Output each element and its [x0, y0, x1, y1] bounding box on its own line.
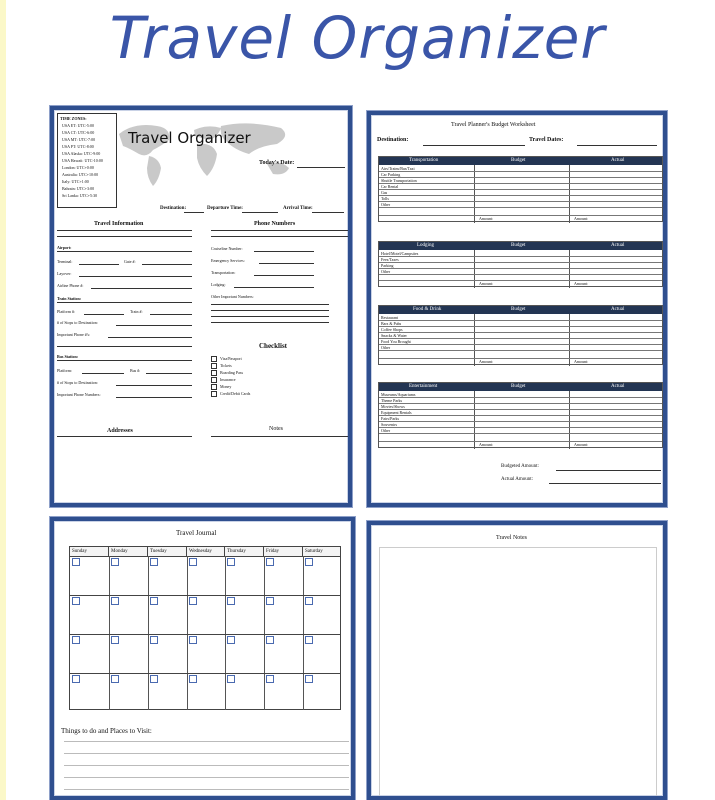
- calendar-day-box[interactable]: [305, 558, 313, 566]
- checklist-item[interactable]: [211, 390, 250, 397]
- amount-label: Amount:: [479, 359, 494, 364]
- food-drink-header: [379, 306, 662, 314]
- calendar-day-box[interactable]: [111, 558, 119, 566]
- budget-row-label: Snacks & Water: [381, 333, 407, 338]
- actual-column-header: Actual: [611, 307, 625, 312]
- budget-row-label: Shuttle Transportation: [381, 178, 417, 183]
- terminal-label: Terminal:: [57, 259, 73, 264]
- time-zone-item: Sri Lanka: UTC+5:30: [62, 193, 98, 198]
- budget-row-label: Bars & Pubs: [381, 321, 402, 326]
- checklist-item[interactable]: [211, 369, 250, 376]
- gate-label: Gate #:: [124, 259, 136, 264]
- calendar-day-box[interactable]: [72, 558, 80, 566]
- budget-row-label: Movies/Shows: [381, 404, 405, 409]
- calendar-day-header: Friday: [264, 547, 303, 556]
- time-zones-box: [57, 113, 117, 208]
- calendar-day-header: Sunday: [70, 547, 109, 556]
- amount-label: Amount:: [574, 281, 589, 286]
- checklist-item-label: Insurance: [220, 377, 236, 383]
- budget-column-header: Budget: [511, 307, 526, 312]
- checklist-item-label: Boarding Pass: [220, 370, 243, 376]
- world-map-image: [109, 116, 309, 190]
- calendar-day-box[interactable]: [150, 675, 158, 683]
- calendar-day-box[interactable]: [227, 558, 235, 566]
- train-platform-label: Platform #:: [57, 309, 76, 314]
- train-number-label: Train #:: [130, 309, 143, 314]
- checklist-item-label: Tickets: [220, 363, 232, 369]
- time-zone-item: Australia: UTC+10:00: [62, 172, 99, 177]
- checklist-item[interactable]: [211, 383, 250, 390]
- food-drink-section: [378, 305, 663, 365]
- budget-row-label: Other: [381, 428, 391, 433]
- budget-row-label: Theme Parks: [381, 398, 402, 403]
- phone-item: Emergency Services:: [211, 258, 245, 263]
- calendar-day-header: Monday: [109, 547, 148, 556]
- page1-title: Travel Organizer: [128, 129, 251, 147]
- calendar-day-header: Tuesday: [148, 547, 187, 556]
- section-title: Lodging: [417, 243, 434, 248]
- things-to-do-label: Things to do and Places to Visit:: [61, 727, 152, 735]
- notes-heading: Notes: [269, 426, 283, 432]
- time-zone-item: USA PT: UTC-8:00: [62, 144, 94, 149]
- checklist-item[interactable]: [211, 376, 250, 383]
- calendar-day-box[interactable]: [72, 636, 80, 644]
- transportation-header: [379, 157, 662, 165]
- budget-row-label: Car Rental: [381, 184, 399, 189]
- calendar-day-header: Saturday: [305, 549, 323, 554]
- budget-row-label: Other: [381, 345, 391, 350]
- train-station-label: Train Station:: [57, 296, 82, 301]
- important-phone-label: Important Phone #'s:: [57, 332, 91, 337]
- airport-label: Airport:: [57, 245, 72, 250]
- calendar-day-box[interactable]: [150, 558, 158, 566]
- calendar-day-box[interactable]: [189, 597, 197, 605]
- checkbox[interactable]: [211, 391, 217, 397]
- budget-row-label: Other: [381, 269, 391, 274]
- amount-label: Amount:: [479, 442, 494, 447]
- todays-date-label: Today's Date:: [259, 160, 295, 166]
- budget-column-header: Budget: [511, 384, 526, 389]
- actual-column-header: Actual: [611, 384, 625, 389]
- calendar-day-box[interactable]: [305, 636, 313, 644]
- budget-row-label: Fees/Taxes: [381, 257, 399, 262]
- amount-label: Amount:: [574, 216, 589, 221]
- time-zone-item: USA Hawaii: UTC-10:00: [62, 158, 103, 163]
- travel-notes-page: [367, 521, 667, 800]
- calendar-day-box[interactable]: [189, 675, 197, 683]
- time-zones-list: [58, 122, 116, 199]
- phone-item: Other Important Numbers:: [211, 294, 254, 299]
- calendar-day-box[interactable]: [266, 636, 274, 644]
- time-zone-item: USA MT: UTC-7:00: [62, 137, 96, 142]
- budget-row-label: Museums/Aquariums: [381, 392, 416, 397]
- amount-label: Amount:: [479, 281, 494, 286]
- section-title: Transportation: [409, 158, 439, 163]
- travel-organizer-page: [50, 106, 352, 507]
- destination-label: Destination:: [160, 206, 187, 211]
- budget-row-label: Airs/Trains/Bus/Taxi: [381, 166, 415, 171]
- calendar-day-box[interactable]: [150, 636, 158, 644]
- checklist-heading: Checklist: [259, 342, 287, 350]
- train-stops-label: # of Stops to Destination:: [57, 320, 98, 325]
- checklist-item[interactable]: [211, 362, 250, 369]
- time-zone-item: USA CT: UTC-6:00: [62, 130, 95, 135]
- budget-worksheet-title: Travel Planner's Budget Worksheet: [451, 122, 536, 128]
- budget-row-label: Tolls: [381, 196, 389, 201]
- time-zone-item: Bahrain: UTC+3:00: [62, 186, 95, 191]
- budget-row-label: Gas: [381, 190, 388, 195]
- calendar-grid: [69, 546, 341, 710]
- calendar-day-box[interactable]: [266, 675, 274, 683]
- page-edge-strip: [0, 0, 6, 800]
- actual-amount-label: Actual Amount:: [501, 477, 534, 482]
- section-title: Food & Drink: [413, 307, 442, 312]
- budget-destination-label: Destination:: [377, 137, 409, 143]
- main-title: Travel Organizer: [109, 4, 606, 72]
- checklist-item-label: Money: [220, 384, 232, 390]
- airline-phone-label: Airline Phone #:: [57, 283, 84, 288]
- calendar-day-box[interactable]: [189, 558, 197, 566]
- budget-worksheet-page: [367, 111, 667, 507]
- budget-row-label: Souvenirs: [381, 422, 397, 427]
- lodging-header: [379, 242, 662, 250]
- time-zone-item: London: UTC+0:00: [62, 165, 94, 170]
- budget-row-label: Restaurant: [381, 315, 399, 320]
- calendar-day-box[interactable]: [111, 675, 119, 683]
- travel-information-heading: Travel Information: [94, 221, 144, 227]
- calendar-day-box[interactable]: [111, 636, 119, 644]
- budget-row-label: Car Parking: [381, 172, 401, 177]
- notes-area[interactable]: [379, 547, 657, 799]
- calendar-day-box[interactable]: [266, 597, 274, 605]
- calendar-day-box[interactable]: [150, 597, 158, 605]
- actual-column-header: Actual: [611, 158, 625, 163]
- entertainment-header: [379, 383, 662, 391]
- calendar-day-header: Wednesday: [187, 547, 225, 556]
- calendar-day-box[interactable]: [111, 597, 119, 605]
- bus-station-label: Bus Station:: [57, 354, 79, 359]
- arrival-time-label: Arrival Time:: [283, 206, 313, 211]
- calendar-day-box[interactable]: [72, 597, 80, 605]
- calendar-day-box[interactable]: [266, 558, 274, 566]
- amount-label: Amount:: [574, 359, 589, 364]
- budget-row-label: Food You Brought: [381, 339, 411, 344]
- calendar-day-box[interactable]: [189, 636, 197, 644]
- entertainment-section: [378, 382, 663, 448]
- budget-row-label: Coffee Shops: [381, 327, 403, 332]
- budget-column-header: Budget: [511, 158, 526, 163]
- time-zone-item: USA Alaska: UTC-9:00: [62, 151, 101, 156]
- calendar-day-box[interactable]: [305, 597, 313, 605]
- budget-row-label: Other: [381, 202, 391, 207]
- bus-stops-label: # of Stops to Destination:: [57, 380, 98, 385]
- budget-row-label: Fairs/Parks: [381, 416, 399, 421]
- addresses-heading: Addresses: [107, 428, 133, 434]
- calendar-day-header: Thursday: [225, 547, 264, 556]
- phone-item: Lodging:: [211, 282, 226, 287]
- checklist-item-label: Credit/Debit Cards: [220, 391, 251, 397]
- amount-label: Amount:: [574, 442, 589, 447]
- budget-row-label: Parking: [381, 263, 394, 268]
- important-phone-numbers-label: Important Phone Numbers:: [57, 392, 101, 397]
- bus-platform-label: Platform:: [57, 368, 73, 373]
- phone-numbers-heading: Phone Numbers: [254, 221, 296, 227]
- time-zone-item: Italy: UTC+1:00: [62, 179, 89, 184]
- section-title: Entertainment: [409, 384, 438, 389]
- checklist-item-label: Visa/Passport: [220, 356, 242, 361]
- time-zone-item: USA ET: UTC-5:00: [62, 123, 95, 128]
- budget-row-label: Hotel/Motel/Campsites: [381, 251, 419, 256]
- travel-notes-title: Travel Notes: [496, 535, 527, 541]
- time-zones-title: TIME ZONES:: [60, 116, 87, 121]
- calendar-day-box[interactable]: [227, 597, 235, 605]
- phone-item: Transportation:: [211, 270, 236, 275]
- calendar-day-box[interactable]: [227, 636, 235, 644]
- checklist: [211, 355, 250, 397]
- checklist-item[interactable]: [211, 355, 250, 362]
- bus-number-label: Bus #:: [130, 368, 141, 373]
- travel-journal-page: [50, 517, 355, 800]
- budgeted-amount-label: Budgeted Amount:: [501, 464, 539, 469]
- layover-label: Layover:: [57, 271, 72, 276]
- lodging-section: [378, 241, 663, 287]
- travel-journal-title: Travel Journal: [176, 529, 217, 537]
- actual-column-header: Actual: [611, 243, 625, 248]
- departure-time-label: Departure Time:: [207, 206, 243, 211]
- transportation-section: [378, 156, 663, 222]
- phone-item: Cruiseline Number:: [211, 246, 243, 251]
- calendar-day-box[interactable]: [227, 675, 235, 683]
- calendar-day-box[interactable]: [72, 675, 80, 683]
- amount-label: Amount:: [479, 216, 494, 221]
- calendar-day-box[interactable]: [305, 675, 313, 683]
- budget-row-label: Equipment Rentals: [381, 410, 412, 415]
- budget-travel-dates-label: Travel Dates:: [529, 137, 564, 143]
- budget-column-header: Budget: [511, 243, 526, 248]
